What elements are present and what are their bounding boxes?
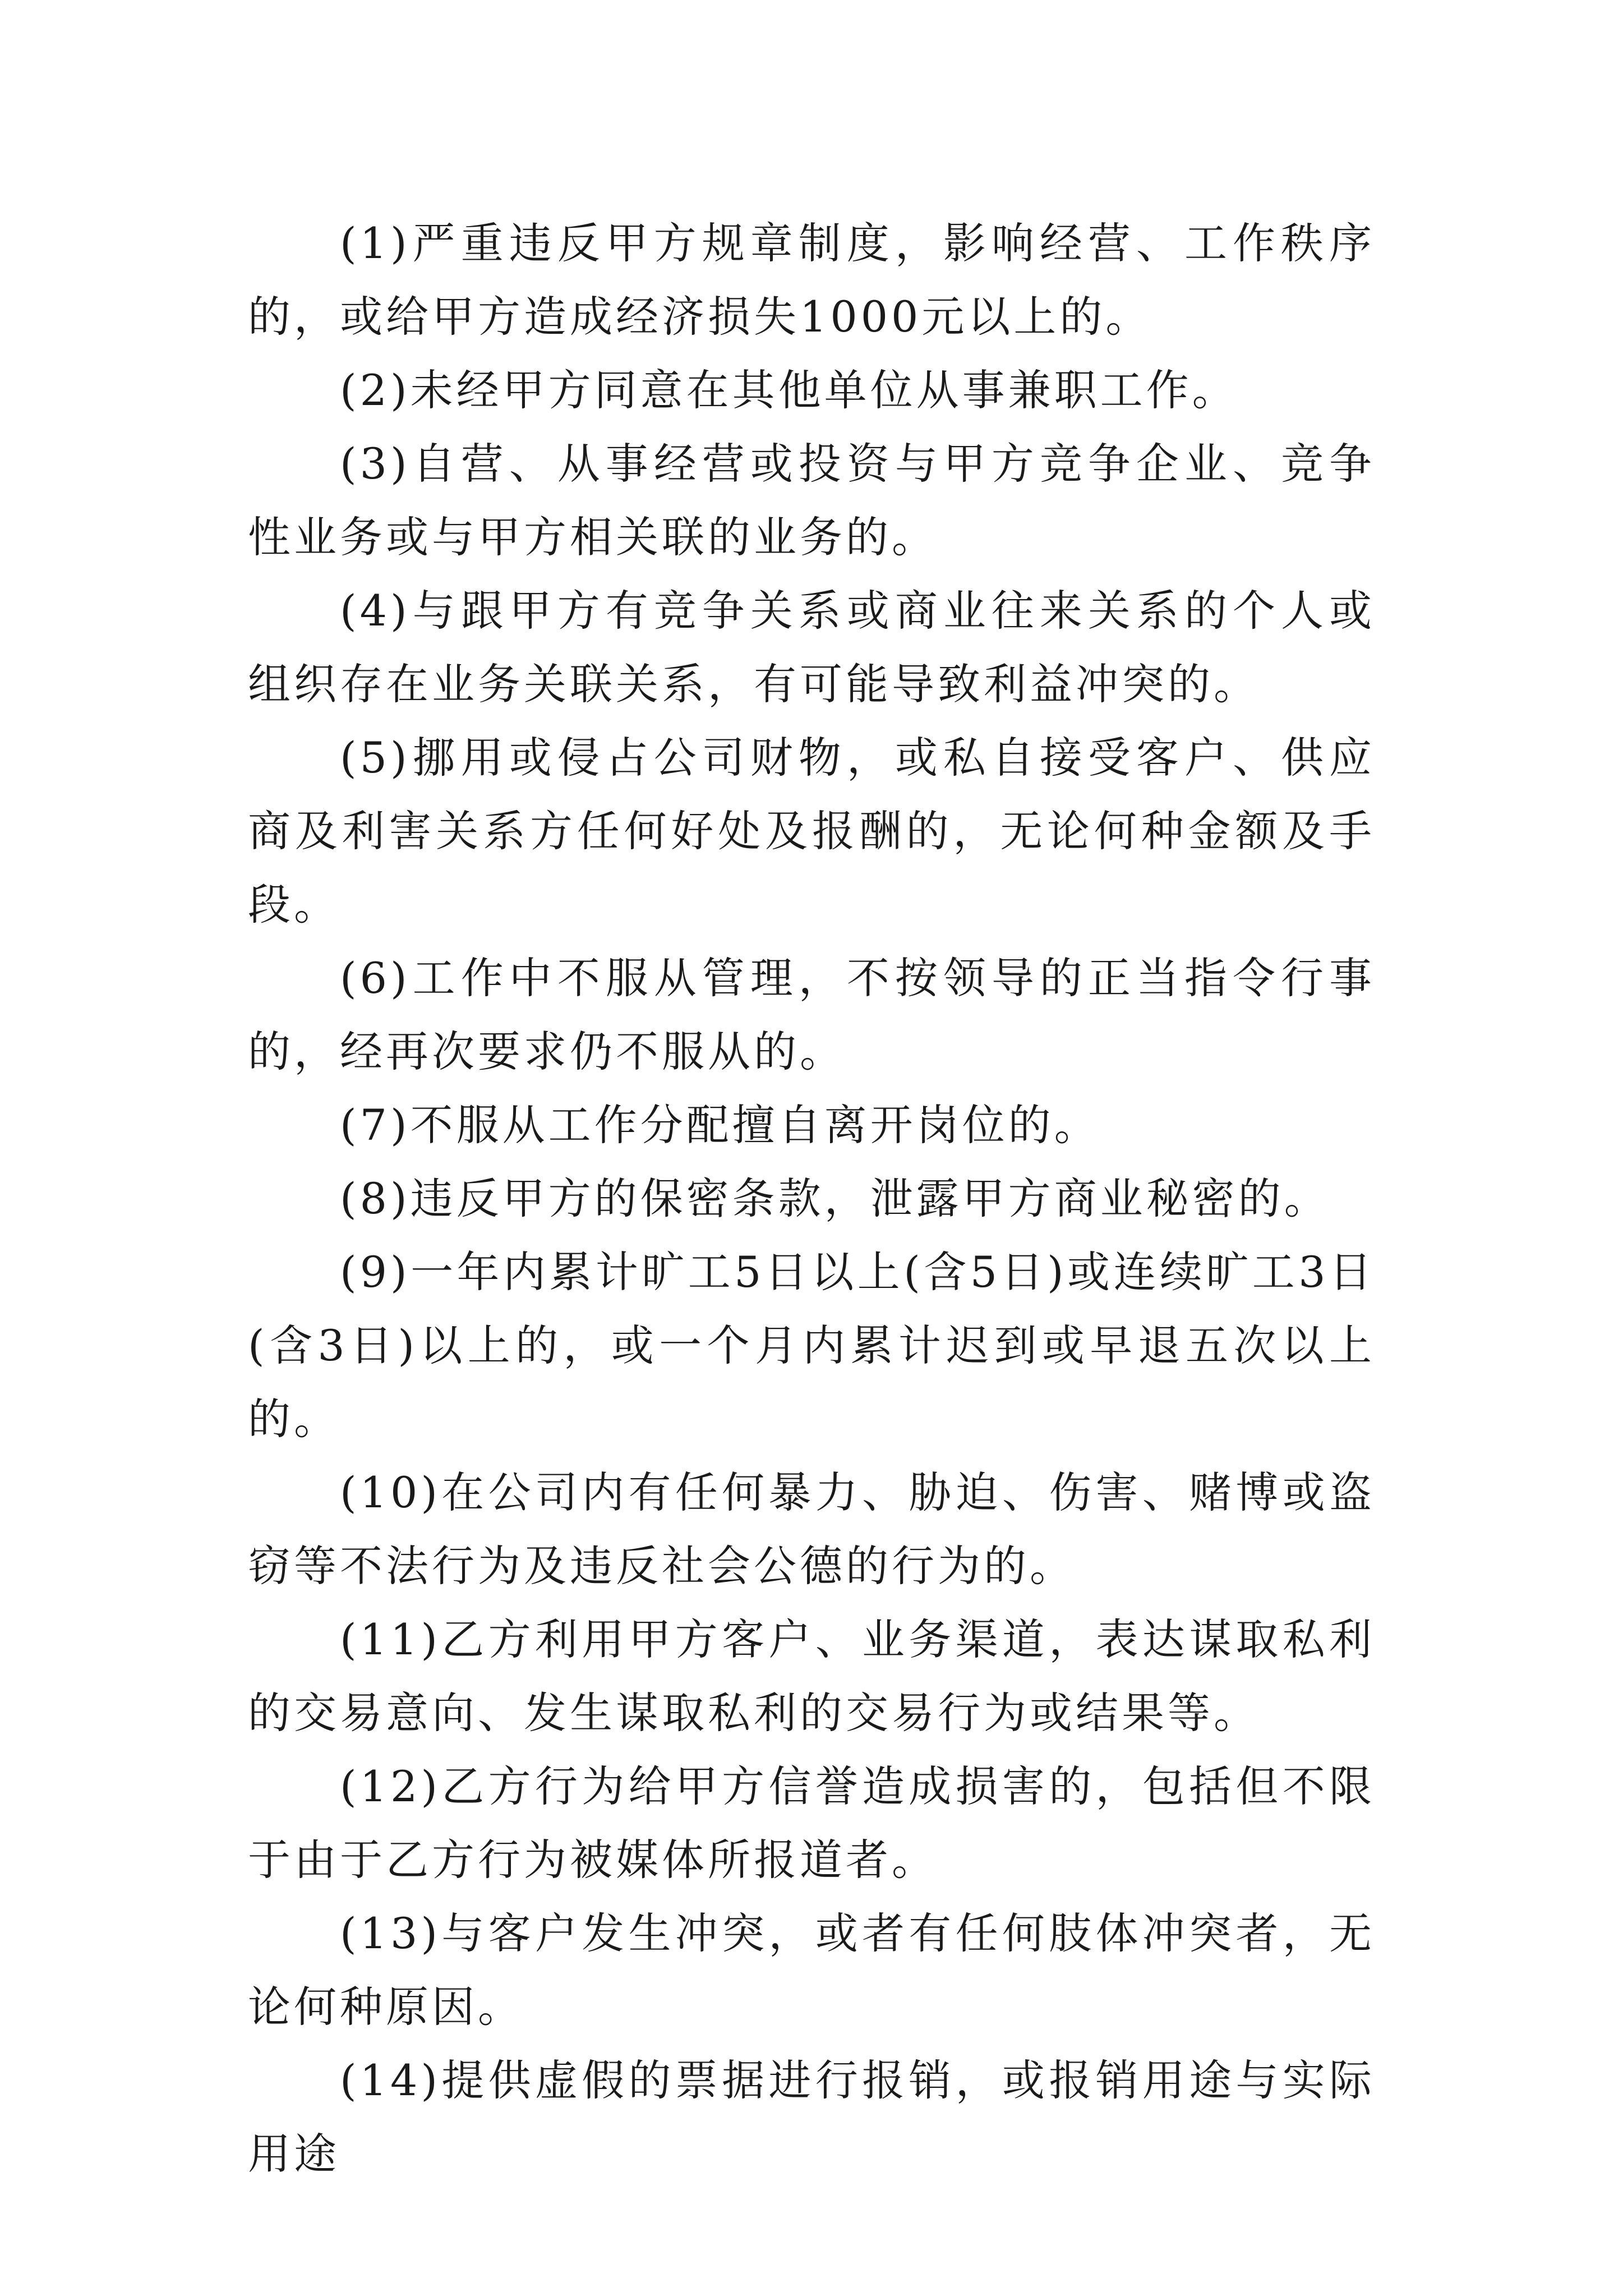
clause-5: (5)挪用或侵占公司财物，或私自接受客户、供应商及利害关系方任何好处及报酬的，无论何种金额及手段。 [248, 733, 1375, 930]
clause-8: (8)违反甲方的保密条款，泄露甲方商业秘密的。 [340, 1174, 1330, 1223]
clause-13: (13)与客户发生冲突，或者有任何肢体冲突者，无论何种原因。 [248, 1908, 1375, 2032]
clause-1: (1)严重违反甲方规章制度，影响经营、工作秩序的，或给甲方造成经济损失1000元以上的。 [248, 218, 1375, 342]
clause-9: (9)一年内累计旷工5日以上(含5日)或连续旷工3日(含3日)以上的，或一个月内累计迟到或早退五次以上的。 [248, 1247, 1375, 1444]
clause-6: (6)工作中不服从管理，不按领导的正当指令行事的，经再次要求仍不服从的。 [248, 953, 1375, 1076]
clause-4: (4)与跟甲方有竞争关系或商业往来关系的个人或组织存在业务关联关系，有可能导致利益冲突的。 [248, 586, 1375, 709]
clause-2: (2)未经甲方同意在其他单位从事兼职工作。 [340, 365, 1238, 415]
clause-14: (14)提供虚假的票据进行报销，或报销用途与实际用途 [248, 2055, 1375, 2179]
clause-12: (12)乙方行为给甲方信誉造成损害的，包括但不限于由于乙方行为被媒体所报道者。 [248, 1761, 1375, 1885]
clause-7: (7)不服从工作分配擅自离开岗位的。 [340, 1100, 1100, 1150]
clause-3: (3)自营、从事经营或投资与甲方竞争企业、竞争性业务或与甲方相关联的业务的。 [248, 439, 1375, 562]
clause-10: (10)在公司内有任何暴力、胁迫、伤害、赌博或盗窃等不法行为及违反社会公德的行为的。 [248, 1467, 1375, 1591]
clause-11: (11)乙方利用甲方客户、业务渠道，表达谋取私利的交易意向、发生谋取私利的交易行为或结果等。 [248, 1614, 1375, 1738]
clause-list [248, 206, 1375, 2191]
